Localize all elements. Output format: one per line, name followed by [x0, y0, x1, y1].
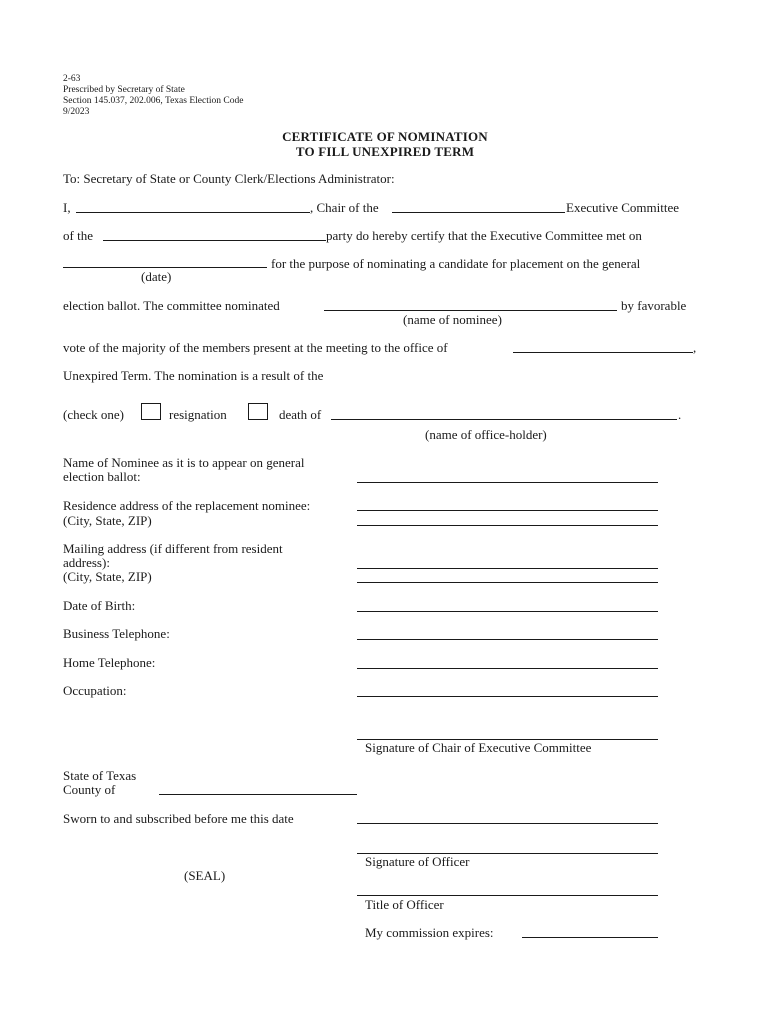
period: . [678, 407, 682, 422]
code-section: Section 145.037, 202.006, Texas Election Code [63, 96, 244, 106]
meeting-date-blank[interactable] [63, 267, 267, 268]
office-holder-blank[interactable] [331, 419, 677, 420]
line1-prefix: I, [63, 200, 71, 215]
line1-suffix: Executive Committee [566, 200, 679, 215]
occupation-field[interactable] [357, 696, 658, 697]
business-phone-label: Business Telephone: [63, 626, 170, 641]
occupation-label: Occupation: [63, 683, 127, 698]
chair-name-blank[interactable] [76, 212, 310, 213]
committee-name-blank[interactable] [392, 212, 565, 213]
death-label: death of [279, 407, 322, 422]
dob-field[interactable] [357, 611, 658, 612]
mailing-label-1: Mailing address (if different from resident [63, 541, 283, 556]
business-phone-field[interactable] [357, 639, 658, 640]
county-label: County of [63, 782, 116, 797]
form-date: 9/2023 [63, 107, 90, 117]
office-blank[interactable] [513, 352, 693, 353]
nominee-ballot-name-field[interactable] [357, 482, 658, 483]
commission-expires-label: My commission expires: [365, 925, 494, 940]
chair-signature-label: Signature of Chair of Executive Committee [365, 740, 592, 755]
resignation-label: resignation [169, 407, 227, 422]
mailing-label-2: address): [63, 555, 110, 570]
form-number: 2-63 [63, 74, 81, 84]
nominee-caption: (name of nominee) [403, 312, 502, 327]
line3-suffix: for the purpose of nominating a candidate for placement on the general [271, 256, 641, 271]
sworn-date-field[interactable] [357, 823, 658, 824]
line4-suffix: by favorable [621, 298, 687, 313]
form-title-line2: TO FILL UNEXPIRED TERM [295, 144, 475, 159]
line2-suffix: party do hereby certify that the Executive Committee met on [326, 228, 642, 243]
nominee-name-label-1: Name of Nominee as it is to appear on general [63, 455, 305, 470]
commission-expires-field[interactable] [522, 937, 658, 938]
line2-prefix: of the [63, 228, 93, 243]
form-title-line1: CERTIFICATE OF NOMINATION [282, 129, 488, 144]
line4-prefix: election ballot. The committee nominated [63, 298, 280, 313]
home-phone-field[interactable] [357, 668, 658, 669]
prescribed-by: Prescribed by Secretary of State [63, 85, 185, 95]
death-checkbox[interactable] [248, 403, 268, 420]
state-label: State of Texas [63, 768, 137, 783]
residence-address-field-2[interactable] [357, 525, 658, 526]
dob-label: Date of Birth: [63, 598, 136, 613]
officer-title-label: Title of Officer [365, 897, 444, 912]
home-phone-label: Home Telephone: [63, 655, 156, 670]
line5-prefix: vote of the majority of the members present at the meeting to the office of [63, 340, 448, 355]
sworn-label: Sworn to and subscribed before me this date [63, 811, 294, 826]
mailing-address-field-1[interactable] [357, 568, 658, 569]
officer-title-field[interactable] [357, 895, 658, 896]
mailing-address-field-2[interactable] [357, 582, 658, 583]
line6: Unexpired Term. The nomination is a result of the [63, 368, 324, 383]
county-field[interactable] [159, 794, 357, 795]
date-caption: (date) [141, 269, 172, 284]
nominee-name-label-2: election ballot: [63, 469, 141, 484]
resignation-checkbox[interactable] [141, 403, 161, 420]
addressee: To: Secretary of State or County Clerk/Elections Administrator: [63, 171, 395, 186]
check-one-label: (check one) [63, 407, 124, 422]
nominee-name-blank[interactable] [324, 310, 617, 311]
residence-label-2: (City, State, ZIP) [63, 513, 152, 528]
line1-mid: , Chair of the [310, 200, 379, 215]
officer-signature-label: Signature of Officer [365, 854, 470, 869]
office-holder-caption: (name of office-holder) [425, 427, 547, 442]
party-name-blank[interactable] [103, 240, 326, 241]
mailing-label-3: (City, State, ZIP) [63, 569, 152, 584]
line5-suffix: , [693, 340, 697, 355]
seal-label: (SEAL) [184, 868, 226, 883]
residence-label-1: Residence address of the replacement nominee: [63, 498, 311, 513]
residence-address-field-1[interactable] [357, 510, 658, 511]
